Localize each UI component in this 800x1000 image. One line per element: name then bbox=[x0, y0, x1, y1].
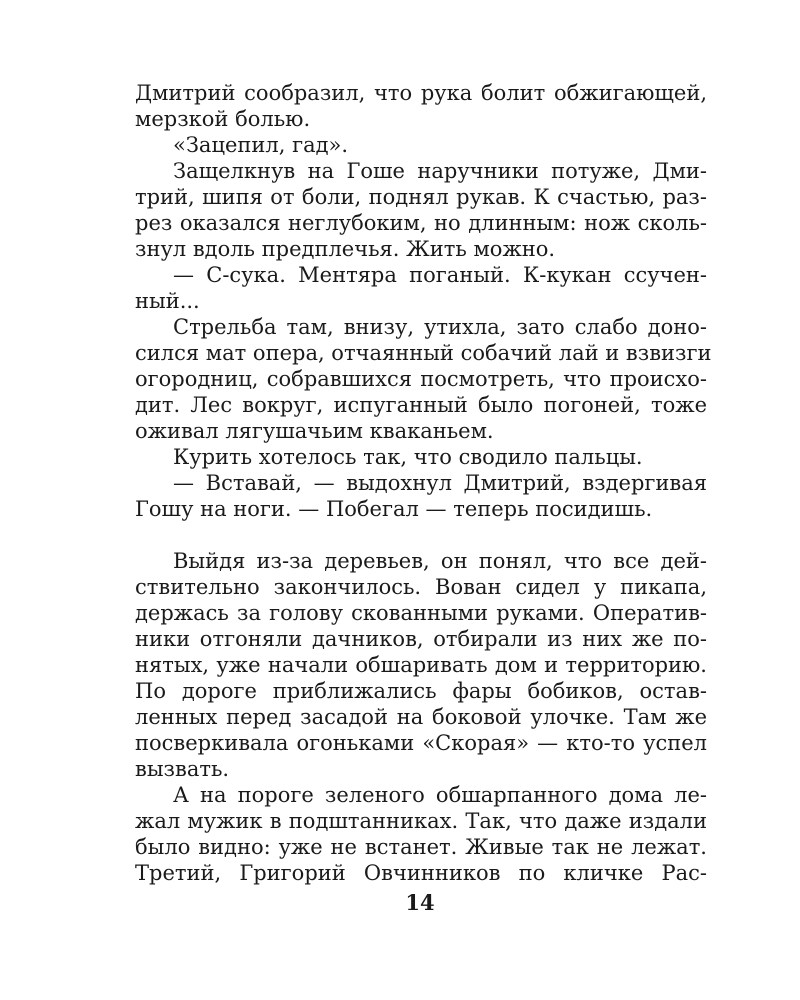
text-line: вызвать. bbox=[135, 757, 230, 781]
text-line: ный... bbox=[135, 289, 200, 313]
page-text bbox=[135, 80, 712, 886]
text-line: Курить хотелось так, что сводило пальцы. bbox=[173, 445, 643, 469]
text-line: По дороге приближались фары бобиков, остав- bbox=[135, 679, 707, 703]
text-line: Стрельба там, внизу, утихла, зато слабо доно- bbox=[173, 315, 707, 339]
text-line: — Вставай, — выдохнул Дмитрий, вздергивая bbox=[173, 471, 707, 495]
text-line: знул вдоль предплечья. Жить можно. bbox=[135, 237, 556, 261]
text-line: «Зацепил, гад». bbox=[173, 133, 349, 157]
text-line: — С-сука. Ментяра поганый. К-кукан ссучен- bbox=[173, 263, 707, 287]
text-line: трий, шипя от боли, поднял рукав. К счастью, раз- bbox=[135, 185, 707, 209]
text-line: ники отгоняли дачников, отбирали из них же по- bbox=[135, 627, 707, 651]
text-line: мерзкой болью. bbox=[135, 107, 311, 131]
text-line: ствительно закончилось. Вован сидел у пикапа, bbox=[135, 575, 707, 599]
text-line: нятых, уже начали обшаривать дом и территорию. bbox=[135, 653, 707, 677]
text-line: было видно: уже не встанет. Живые так не лежат. bbox=[135, 835, 707, 859]
text-line: держась за голову скованными руками. Оператив- bbox=[135, 601, 707, 625]
text-line: Третий, Григорий Овчинников по кличке Рас- bbox=[135, 861, 707, 885]
text-line: Гошу на ноги. — Побегал — теперь посидишь. bbox=[135, 497, 653, 521]
text-line: посверкивала огоньками «Скорая» — кто-то успел bbox=[135, 731, 707, 755]
paragraph-gap bbox=[135, 522, 707, 548]
text-line: сился мат опера, отчаянный собачий лай и взвизги bbox=[135, 341, 712, 365]
text-line: огородниц, собравшихся посмотреть, что происхо- bbox=[135, 367, 707, 391]
text-line: Выйдя из-за деревьев, он понял, что все дей- bbox=[173, 549, 707, 573]
text-line: ленных перед засадой на боковой улочке. Там же bbox=[135, 705, 707, 729]
text-line: Защелкнув на Гоше наручники потуже, Дми- bbox=[173, 159, 707, 183]
text-line: рез оказался неглубоким, но длинным: нож сколь- bbox=[135, 211, 707, 235]
page-number: 14 bbox=[405, 890, 435, 915]
text-line: жал мужик в подштанниках. Так, что даже издали bbox=[135, 809, 707, 833]
text-line: А на пороге зеленого обшарпанного дома ле- bbox=[173, 783, 707, 807]
text-line: Дмитрий сообразил, что рука болит обжигающей, bbox=[135, 81, 707, 105]
text-line: дит. Лес вокруг, испуганный было погоней, тоже bbox=[135, 393, 707, 417]
text-line: оживал лягушачьим кваканьем. bbox=[135, 419, 494, 443]
